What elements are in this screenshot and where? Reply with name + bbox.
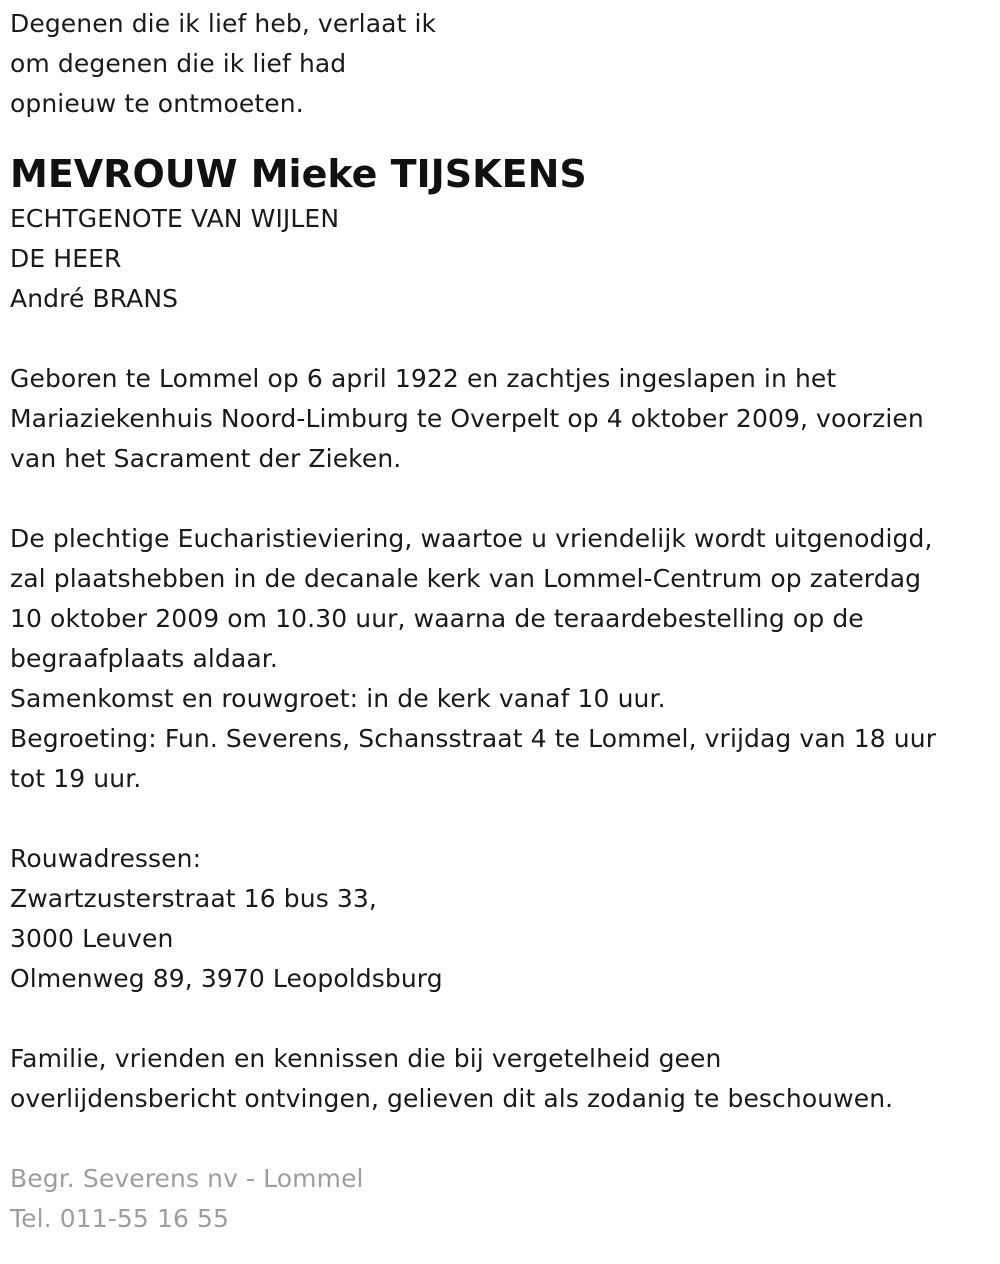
ceremony-line: begraafplaats aldaar.	[10, 644, 278, 673]
birth-death-line: Mariaziekenhuis Noord-Limburg te Overpelt op 4 oktober 2009, voorzien	[10, 404, 924, 433]
ceremony-line: zal plaatshebben in de decanale kerk van Lommel-Centrum op zaterdag	[10, 564, 922, 593]
funeral-home-phone: Tel. 011-55 16 55	[10, 1204, 230, 1233]
address-line: 3000 Leuven	[10, 924, 174, 953]
ceremony-line: tot 19 uur.	[10, 764, 142, 793]
birth-death-block	[10, 359, 995, 479]
ceremony-line: Samenkomst en rouwgroet: in de kerk vanaf 10 uur.	[10, 684, 666, 713]
birth-death-line: Geboren te Lommel op 6 april 1922 en zachtjes ingeslapen in het	[10, 364, 837, 393]
footer-block	[10, 1159, 995, 1239]
ceremony-line: De plechtige Eucharistieviering, waartoe u vriendelijk wordt uitgenodigd,	[10, 524, 933, 553]
ceremony-line: Begroeting: Fun. Severens, Schansstraat 4 te Lommel, vrijdag van 18 uur	[10, 724, 937, 753]
notice-line: overlijdensbericht ontvingen, gelieven dit als zodanig te beschouwen.	[10, 1084, 894, 1113]
address-line: Zwartzusterstraat 16 bus 33,	[10, 884, 377, 913]
ceremony-block	[10, 519, 995, 799]
obituary-notice	[10, 4, 995, 1239]
poem-line: opnieuw te ontmoeten.	[10, 89, 304, 118]
relation-line: DE HEER	[10, 244, 122, 273]
birth-death-line: van het Sacrament der Zieken.	[10, 444, 402, 473]
deceased-block	[10, 149, 995, 319]
poem-line: Degenen die ik lief heb, verlaat ik	[10, 9, 437, 38]
notice-block	[10, 1039, 995, 1119]
poem-line: om degenen die ik lief had	[10, 49, 347, 78]
addresses-heading: Rouwadressen:	[10, 844, 202, 873]
poem-block	[10, 4, 995, 124]
funeral-home-name: Begr. Severens nv - Lommel	[10, 1164, 364, 1193]
notice-line: Familie, vrienden en kennissen die bij vergetelheid geen	[10, 1044, 722, 1073]
relation-line: ECHTGENOTE VAN WIJLEN	[10, 204, 340, 233]
address-line: Olmenweg 89, 3970 Leopoldsburg	[10, 964, 443, 993]
addresses-block	[10, 839, 995, 999]
deceased-name: MEVROUW Mieke TIJSKENS	[10, 152, 587, 196]
relation-line: André BRANS	[10, 284, 179, 313]
ceremony-line: 10 oktober 2009 om 10.30 uur, waarna de teraardebestelling op de	[10, 604, 864, 633]
